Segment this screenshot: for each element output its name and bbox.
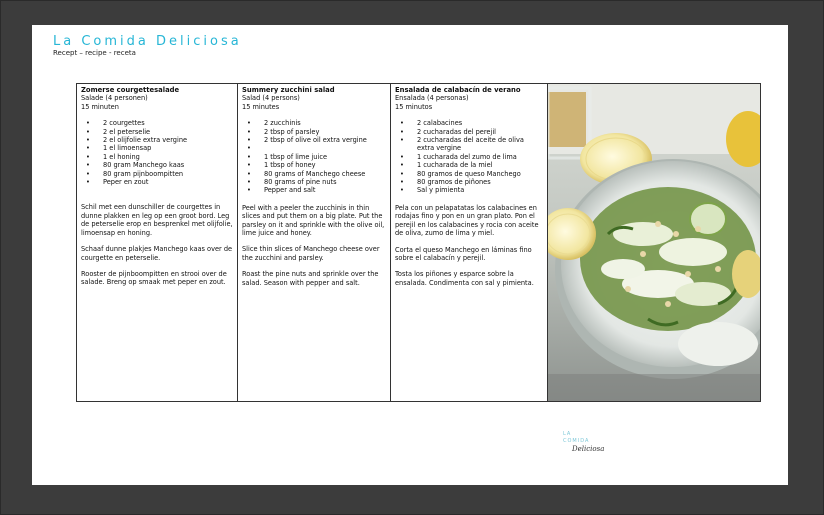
ingredient-spacer <box>262 144 386 152</box>
recipe-time: 15 minutes <box>242 102 280 111</box>
ingredient-item: • Peper en zout <box>101 178 233 186</box>
recipe-time: 15 minutos <box>395 102 433 111</box>
ingredient-item: • 80 gram pijnboompitten <box>101 170 233 178</box>
footer-logo <box>563 431 623 459</box>
ingredient-item: • Sal y pimienta <box>415 186 543 194</box>
ingredient-item: • 2 courgettes <box>101 119 233 127</box>
ingredient-item: • 2 el peterselie <box>101 128 233 136</box>
footer-logo-script: Deliciosa <box>572 445 605 453</box>
ingredient-item: • 2 el olijfolie extra vergine <box>101 136 233 144</box>
recipe-step: Rooster de pijnboompitten en strooi over de salade. Breng op smaak met peper en zout. <box>81 269 227 287</box>
ingredient-list <box>395 119 543 195</box>
recipe-column-spanish <box>390 84 547 401</box>
ingredient-item: • 80 gramos de queso Manchego <box>415 170 543 178</box>
ingredient-item: • 80 grams of Manchego cheese <box>262 170 386 178</box>
recipe-column-dutch <box>77 84 237 401</box>
ingredient-item: • 2 cucharadas del perejil <box>415 128 543 136</box>
footer-logo-line: LA <box>563 431 572 437</box>
brand-title: La Comida Deliciosa <box>53 34 242 49</box>
ingredient-item: • 2 tbsp of olive oil extra vergine <box>262 136 386 144</box>
recipe-step: Roast the pine nuts and sprinkle over the salad. Season with pepper and salt. <box>242 270 379 287</box>
recipe-step: Schil met een dunschiller de courgettes in dunne plakken en leg op een groot bord. Leg de peterselie erop en besprenkel met olijfolie, limoensap en honing. <box>81 203 233 237</box>
ingredient-item: • 2 tbsp of parsley <box>262 128 386 136</box>
ingredient-item: • 80 grams of pine nuts <box>262 178 386 186</box>
ingredient-item: • 80 gram Manchego kaas <box>101 161 233 169</box>
recipe-subtitle: Recept – recipe - receta <box>53 49 136 57</box>
ingredient-item: • 1 tbsp of lime juice <box>262 153 386 161</box>
salad-photo <box>547 84 760 401</box>
recipe-step: Peel with a peeler the zucchinis in thin slices and put them on a big plate. Put the parsley on it and sprinkle with the olive oil, lime juice and honey. <box>242 203 385 238</box>
recipe-kind: Salad (4 persons) <box>242 94 300 103</box>
recipe-step: Corta el queso Manchego en láminas fino sobre el calabacín y perejil. <box>395 245 532 262</box>
ingredient-item: • 1 el limoensap <box>101 144 233 152</box>
recipe-table <box>76 83 761 402</box>
recipe-step: Slice thin slices of Manchego cheese over the zucchini and parsley. <box>242 245 380 262</box>
ingredient-item: • 2 zucchinis <box>262 119 386 127</box>
recipe-title: Summery zucchini salad <box>242 86 335 94</box>
recipe-step: Schaaf dunne plakjes Manchego kaas over de courgette en peterselie. <box>81 245 233 262</box>
recipe-step: Tosta los piñones y esparce sobre la ensalada. Condimenta con sal y pimienta. <box>395 270 534 287</box>
ingredient-item: • 1 el honing <box>101 153 233 161</box>
ingredient-list <box>81 119 233 186</box>
salad-illustration <box>548 84 760 401</box>
recipe-kind: Salade (4 personen) <box>81 94 148 103</box>
recipe-title: Ensalada de calabacín de verano <box>395 86 521 94</box>
ingredient-item: • 1 cucharada de la miel <box>415 161 543 169</box>
ingredient-item: • 2 cucharadas del aceite de oliva extra vergine <box>415 136 543 153</box>
ingredient-item: • 80 gramos de piñones <box>415 178 543 186</box>
ingredient-item: • 1 cucharada del zumo de lima <box>415 153 543 161</box>
ingredient-list <box>242 119 386 195</box>
recipe-step: Pela con un pelapatatas los calabacines en rodajas fino y pon en un gran plato. Pon el perejil en los calabacines y rocia con aceite de oliva, zumo de lima y miel. <box>395 203 539 238</box>
recipe-column-english <box>237 84 390 401</box>
ingredient-item: • 2 calabacines <box>415 119 543 127</box>
ingredient-item: • 1 tbsp of honey <box>262 161 386 169</box>
recipe-kind: Ensalada (4 personas) <box>395 94 469 103</box>
ingredient-item: • Pepper and salt <box>262 186 386 194</box>
footer-logo-line: COMIDA <box>563 438 590 444</box>
recipe-title: Zomerse courgettesalade <box>81 86 180 94</box>
recipe-time: 15 minuten <box>81 102 119 111</box>
